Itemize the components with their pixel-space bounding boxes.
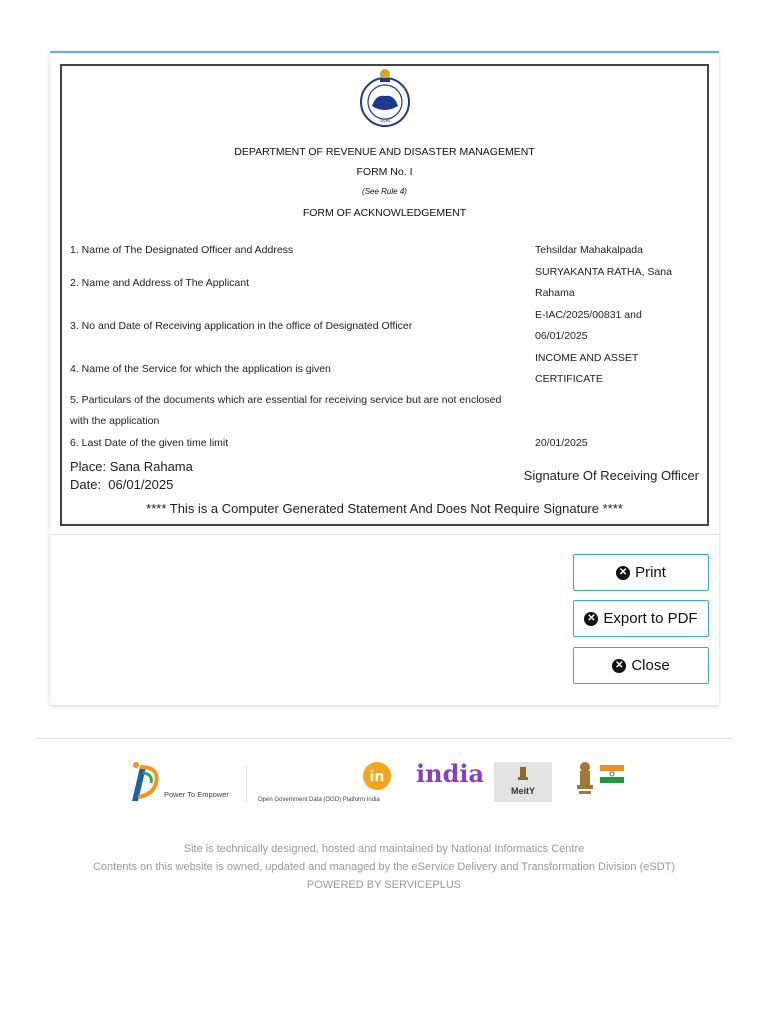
form-rule: (See Rule 4) [362,187,407,196]
row-value-officer: Tehsildar Mahakalpada [535,244,643,256]
close-button[interactable] [573,647,709,684]
digital-india-tagline: Power To Empower [164,790,229,799]
row-value-applicant: SURYAKANTA RATHA, Sana Rahama [535,266,672,299]
row-label-officer: 1. Name of The Designated Officer and Address [70,244,294,256]
department-heading: DEPARTMENT OF REVENUE AND DISASTER MANAGEMENT [234,146,535,158]
svg-text:in: in [369,769,385,785]
ashoka-emblem-icon [516,765,530,783]
ogd-icon [362,761,392,791]
signature-label: Signature Of Receiving Officer [523,468,699,483]
place-date-block [70,458,193,494]
national-emblem-icon [574,761,596,799]
print-button-label: Print [635,564,666,581]
close-circle-icon: ✕ [616,566,630,580]
india-logo[interactable] [416,759,485,789]
export-pdf-button[interactable] [573,600,709,637]
print-button[interactable] [573,554,709,591]
meity-label: MeitY [510,786,535,796]
india-flag-icon [600,765,624,783]
ogd-label: Open Government Data (OGD) Platform India [258,797,380,803]
meity-logo[interactable] [494,762,552,802]
form-number: FORM No. I [356,166,413,178]
row-label-last-date: 6. Last Date of the given time limit [70,437,229,449]
form-title: FORM OF ACKNOWLEDGEMENT [302,207,467,219]
close-button-label: Close [631,657,670,674]
national-emblem-logo[interactable] [574,761,626,803]
row-label-documents: 5. Particulars of the documents which are essential for receiving service but are not enclosed with the application [70,394,502,427]
export-pdf-button-label: Export to PDF [603,610,698,627]
row-label-application-no: 3. No and Date of Receiving application in the office of Designated Officer [70,320,413,332]
row-value-service: INCOME AND ASSET CERTIFICATE [535,352,639,385]
footer-logos [0,755,768,805]
digital-india-icon [126,761,160,803]
close-circle-icon: ✕ [612,659,626,673]
place-text: Place: Sana Rahama [70,459,193,474]
acknowledgement-card [50,51,719,705]
svg-text:ଓଡ଼ିଶା: ଓଡ଼ିଶା [380,118,390,123]
acknowledgement-form [60,64,709,526]
close-circle-icon: ✕ [584,612,598,626]
date-text: Date: 06/01/2025 [70,477,174,492]
digital-india-logo[interactable] [126,761,238,803]
row-label-service: 4. Name of the Service for which the application is given [70,363,331,375]
ogd-logo[interactable] [258,761,398,803]
footer-divider [36,738,733,739]
card-divider [50,534,719,535]
footer-esdt-text: Contents on this website is owned, updated and managed by the eService Delivery and Transformation Division (eSDT) [92,861,676,873]
row-value-last-date: 20/01/2025 [535,437,588,449]
logo-separator [246,765,247,803]
footer-powered-by: POWERED BY SERVICEPLUS [306,879,462,891]
computer-generated-note: **** This is a Computer Generated Statement And Does Not Require Signature **** [146,501,623,516]
odisha-emblem-icon [358,66,412,128]
footer-nic-text: Site is technically designed, hosted and maintained by National Informatics Centre [183,843,585,855]
row-value-application-no: E-IAC/2025/00831 and 06/01/2025 [535,309,642,342]
india-logo-text: india [416,759,485,788]
row-label-applicant: 2. Name and Address of The Applicant [70,277,250,289]
